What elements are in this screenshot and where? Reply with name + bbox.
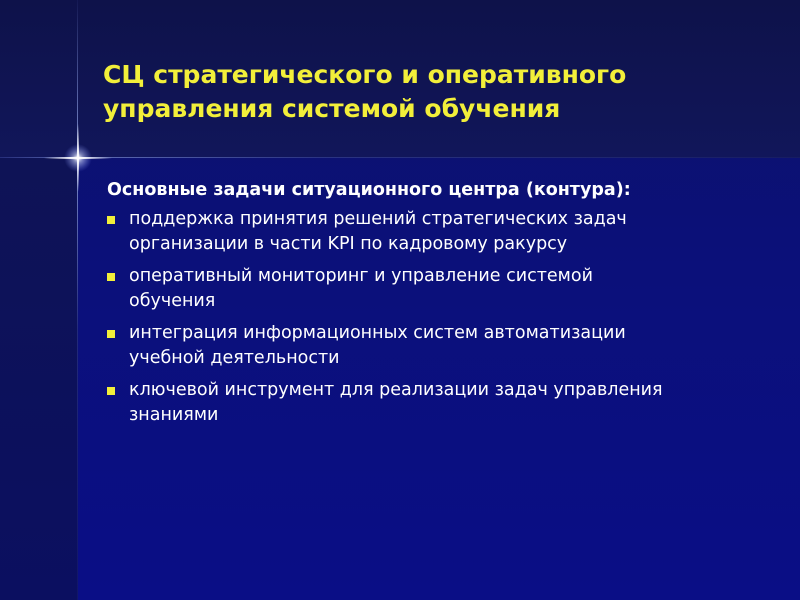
- list-item: [107, 378, 747, 428]
- horizontal-divider: [0, 157, 800, 158]
- item-line-2: обучения: [129, 291, 216, 311]
- square-bullet-icon: [107, 387, 115, 395]
- item-line-1: оперативный мониторинг и управление системой: [129, 266, 593, 286]
- item-line-1: поддержка принятия решений стратегических задач: [129, 209, 627, 229]
- square-bullet-icon: [107, 216, 115, 224]
- item-line-2: знаниями: [129, 405, 219, 425]
- list-item: [107, 264, 747, 314]
- task-list: [107, 207, 747, 428]
- list-item: [107, 321, 747, 371]
- item-line-2: организации в части KPI по кадровому ракурсу: [129, 234, 568, 254]
- vertical-divider: [77, 0, 78, 600]
- square-bullet-icon: [107, 273, 115, 281]
- item-line-2: учебной деятельности: [129, 348, 340, 368]
- title-line-1: СЦ стратегического и оперативного: [103, 60, 627, 89]
- left-band: [0, 158, 78, 600]
- list-item: [107, 207, 747, 257]
- item-line-1: ключевой инструмент для реализации задач управления: [129, 380, 663, 400]
- title-line-2: управления системой обучения: [103, 94, 561, 123]
- square-bullet-icon: [107, 330, 115, 338]
- subheading: Основные задачи ситуационного центра (контура):: [107, 180, 631, 200]
- slide-title: [103, 58, 743, 126]
- content-area: [107, 178, 747, 435]
- item-line-1: интеграция информационных систем автоматизации: [129, 323, 626, 343]
